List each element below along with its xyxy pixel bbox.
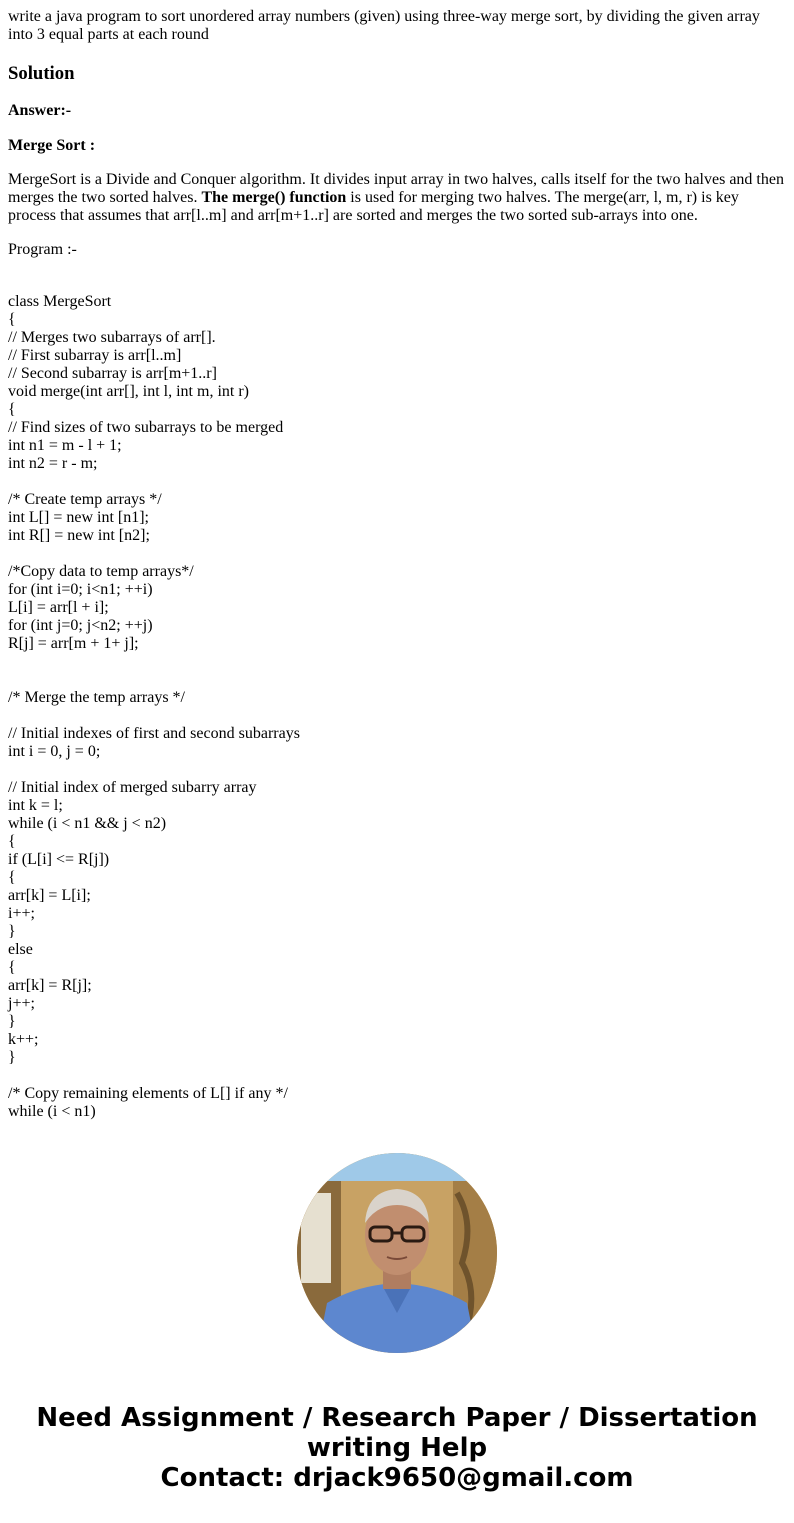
code-line: else: [8, 941, 33, 958]
program-label: Program :-: [8, 241, 77, 258]
code-line: // Initial indexes of first and second subarrays: [8, 725, 300, 742]
code-line: /* Create temp arrays */: [8, 491, 162, 508]
code-line: /*Copy data to temp arrays*/: [8, 563, 194, 580]
code-line: {: [8, 959, 16, 976]
description-part-1: MergeSort is a Divide and Conquer algorithm. It divides input array in two halves, calls itself for the two halves and then merges the two sorted halves.: [8, 171, 784, 206]
code-line: // Merges two subarrays of arr[].: [8, 329, 216, 346]
code-line: int n1 = m - l + 1;: [8, 437, 122, 454]
code-line: if (L[i] <= R[j]): [8, 851, 110, 868]
code-line: {: [8, 833, 16, 850]
code-line: // First subarray is arr[l..m]: [8, 347, 182, 364]
code-line: L[i] = arr[l + i];: [8, 599, 109, 616]
author-photo: [297, 1153, 497, 1353]
code-line: /* Merge the temp arrays */: [8, 689, 185, 706]
code-line: [8, 671, 788, 689]
code-line: j++;: [8, 995, 35, 1012]
code-block: [8, 293, 788, 1121]
code-line: {: [8, 869, 16, 886]
question-text: write a java program to sort unordered array numbers (given) using three-way merge sort, by dividing the given array into 3 equal parts at each round: [8, 8, 760, 43]
code-line: int R[] = new int [n2];: [8, 527, 150, 544]
document-content: [8, 8, 788, 1121]
code-line: /* Copy remaining elements of L[] if any */: [8, 1085, 288, 1102]
code-line: int i = 0, j = 0;: [8, 743, 101, 760]
code-line: int n2 = r - m;: [8, 455, 98, 472]
code-line: i++;: [8, 905, 35, 922]
code-line: // Second subarray is arr[m+1..r]: [8, 365, 217, 382]
code-line: [8, 1067, 788, 1085]
code-line: }: [8, 923, 16, 940]
answer-label: Answer:-: [8, 102, 72, 119]
code-line: }: [8, 1013, 16, 1030]
code-line: for (int j=0; j<n2; ++j): [8, 617, 153, 634]
author-avatar: [297, 1153, 497, 1353]
banner-contact: Contact: drjack9650@gmail.com: [160, 1463, 634, 1493]
description-bold: The merge() function: [201, 189, 347, 206]
code-line: R[j] = arr[m + 1+ j];: [8, 635, 139, 652]
code-line: // Find sizes of two subarrays to be merged: [8, 419, 284, 436]
code-line: int k = l;: [8, 797, 63, 814]
description-part-2: is used for merging two halves. The merge(arr, l, m, r) is key process that assumes that arr[l..m] and arr[m+1..r] are sorted and merges the two sorted sub-arrays into one.: [8, 189, 739, 224]
code-line: [8, 707, 788, 725]
code-line: [8, 545, 788, 563]
code-line: arr[k] = R[j];: [8, 977, 92, 994]
code-line: while (i < n1): [8, 1103, 96, 1120]
code-line: k++;: [8, 1031, 39, 1048]
code-line: [8, 761, 788, 779]
solution-heading: Solution: [8, 63, 75, 84]
merge-sort-heading: Merge Sort :: [8, 137, 96, 154]
code-line: for (int i=0; i<n1; ++i): [8, 581, 153, 598]
code-line: void merge(int arr[], int l, int m, int r): [8, 383, 249, 400]
contact-banner: [0, 1403, 794, 1493]
code-line: {: [8, 401, 16, 418]
code-line: [8, 653, 788, 671]
code-line: // Initial index of merged subarry array: [8, 779, 257, 796]
code-line: {: [8, 311, 16, 328]
code-line: [8, 473, 788, 491]
code-line: while (i < n1 && j < n2): [8, 815, 167, 832]
merge-sort-description: [8, 171, 788, 225]
code-line: class MergeSort: [8, 293, 112, 310]
banner-line-2: writing Help: [306, 1433, 488, 1463]
banner-line-1: Need Assignment / Research Paper / Dissertation: [36, 1403, 758, 1433]
code-line: int L[] = new int [n1];: [8, 509, 149, 526]
code-line: arr[k] = L[i];: [8, 887, 91, 904]
code-line: }: [8, 1049, 16, 1066]
